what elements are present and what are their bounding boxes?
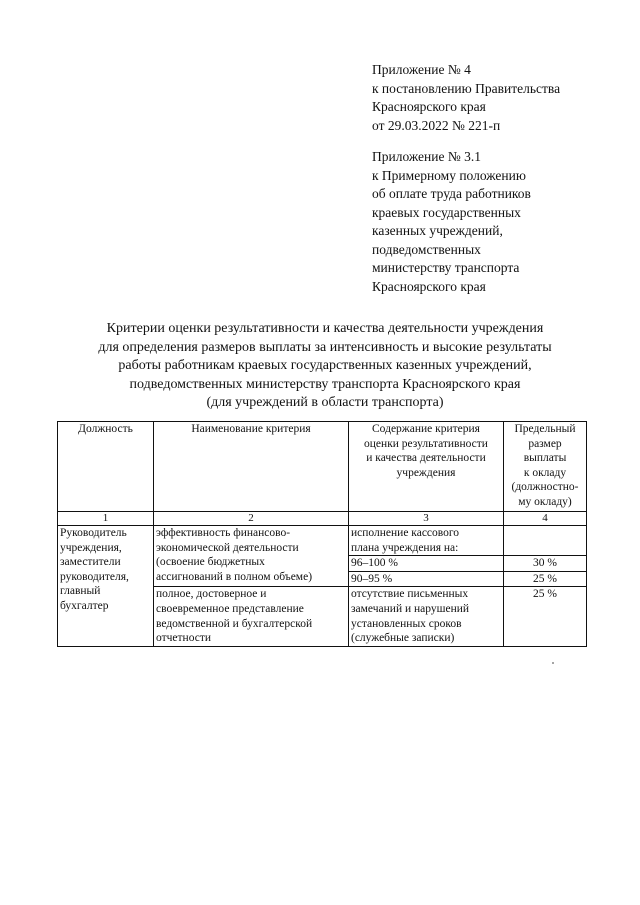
header-max-line: Предельный <box>514 423 576 435</box>
criteria-table <box>57 421 587 647</box>
annex-sub-line: к Примерному положению <box>372 167 526 183</box>
annex-sub-line: казенных учреждений, <box>372 223 503 238</box>
header-max-line: (должностно- <box>511 481 579 494</box>
criterion-2-content <box>349 587 504 646</box>
criterion-1-line: эффективность финансово- <box>156 527 291 539</box>
annex-main-line: к постановлению Правительства <box>372 80 561 96</box>
header-max-payment <box>504 422 587 512</box>
annex-main-line: Приложение № 4 <box>372 62 471 77</box>
position-line: Руководитель <box>60 527 127 539</box>
criterion-2-name <box>154 587 349 646</box>
annex-main-block <box>372 61 622 135</box>
column-number: 4 <box>504 512 587 526</box>
header-max-line: му окладу) <box>518 495 572 508</box>
annex-sub-line: Приложение № 3.1 <box>372 149 481 164</box>
criterion-2-line: полное, достоверное и <box>156 588 267 601</box>
criterion-2-content-line: установленных сроков <box>351 617 462 630</box>
header-max-line: выплаты <box>523 452 567 465</box>
annex-sub-line: краевых государственных <box>372 204 521 220</box>
annex-sub-line: министерству транспорта <box>372 260 520 275</box>
position-line: руководителя, <box>60 570 129 583</box>
content-header-line: плана учреждения на: <box>351 541 459 554</box>
criterion-1-range: 90–95 % <box>349 571 504 587</box>
column-number: 1 <box>58 512 154 526</box>
criterion-2-value: 25 % <box>504 587 587 646</box>
criterion-2-line: отчетности <box>156 632 212 645</box>
scan-speck <box>552 662 554 664</box>
criterion-1-range: 96–100 % <box>349 556 504 572</box>
annex-sub-line: Красноярского края <box>372 278 486 294</box>
empty-value-cell <box>504 526 587 556</box>
header-position: Должность <box>58 422 154 512</box>
header-content-line: оценки результативности <box>364 437 488 450</box>
criterion-2-content-line: замечаний и нарушений <box>351 602 470 615</box>
annex-main-line: от 29.03.2022 № 221-п <box>372 117 501 133</box>
annex-sub-line: подведомственных <box>372 241 481 257</box>
content-header-line: исполнение кассового <box>351 527 460 539</box>
column-number: 2 <box>154 512 349 526</box>
header-content-line: Содержание критерия <box>372 423 480 435</box>
criterion-2-line: ведомственной и бухгалтерской <box>156 617 313 630</box>
criterion-1-value: 30 % <box>504 556 587 572</box>
title-line: для определения размеров выплаты за интенсивность и высокие результаты <box>98 339 552 355</box>
header-content-line: и качества деятельности <box>366 452 486 465</box>
header-max-line: к окладу <box>523 466 567 479</box>
title-line: подведомственных министерству транспорта Красноярского края <box>129 376 521 392</box>
criterion-2-content-line: отсутствие письменных <box>351 588 469 601</box>
position-cell <box>58 526 154 647</box>
position-line: заместители <box>60 556 121 569</box>
criterion-2-line: своевременное представление <box>156 602 304 615</box>
column-number: 3 <box>349 512 504 526</box>
position-line: бухгалтер <box>60 599 109 612</box>
title-line: (для учреждений в области транспорта) <box>206 395 444 410</box>
title-line: работы работникам краевых государственных казенных учреждений, <box>118 358 532 373</box>
header-criterion: Наименование критерия <box>154 422 349 512</box>
title-line: Критерии оценки результативности и качества деятельности учреждения <box>106 321 544 336</box>
position-line: учреждения, <box>60 541 122 554</box>
criterion-1-line: ассигнований в полном объеме) <box>156 570 313 583</box>
table-header-row <box>58 422 587 512</box>
table-row <box>58 526 587 556</box>
document-title <box>40 320 610 413</box>
criterion-2-content-line: (служебные записки) <box>351 632 455 645</box>
annex-main-line: Красноярского края <box>372 99 486 114</box>
annex-sub-line: об оплате труда работников <box>372 186 531 201</box>
criterion-1-line: (освоение бюджетных <box>156 556 265 569</box>
header-max-line: размер <box>528 437 562 450</box>
criterion-1-value: 25 % <box>504 571 587 587</box>
header-content <box>349 422 504 512</box>
criterion-1-line: экономической деятельности <box>156 541 299 554</box>
criterion-1-name <box>154 526 349 587</box>
annex-sub-block <box>372 148 622 296</box>
position-line: главный <box>60 585 101 598</box>
criterion-1-content-header <box>349 526 504 556</box>
column-number-row <box>58 512 587 526</box>
header-content-line: учреждения <box>396 466 456 479</box>
